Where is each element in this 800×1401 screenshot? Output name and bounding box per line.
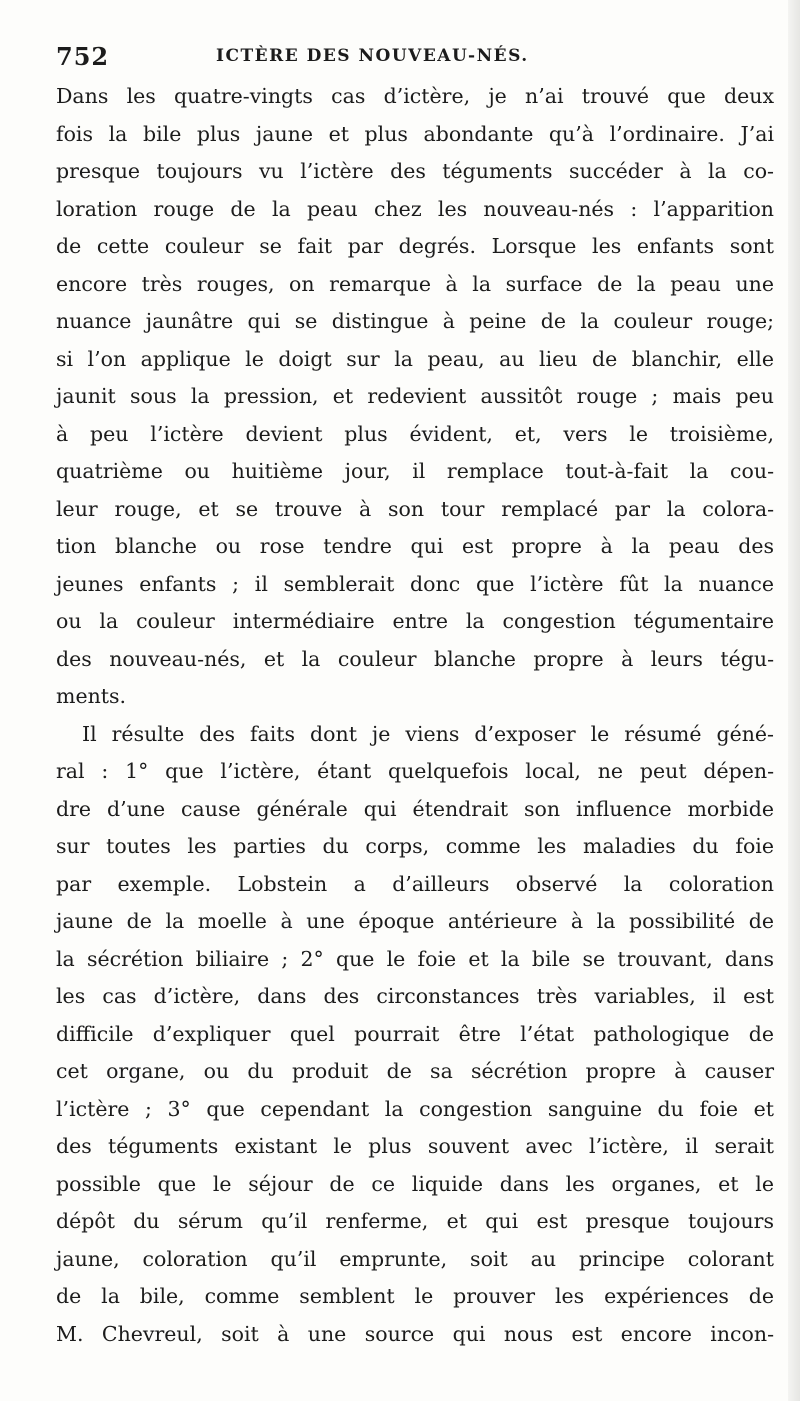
text-line: de la bile, comme semblent le prouver les expériences de: [56, 1284, 774, 1308]
text-line: l’ictère ; 3° que cependant la congestion sanguine du foie et: [56, 1096, 774, 1121]
text-line: des téguments existant le plus souvent avec l’ictère, il serait: [56, 1134, 774, 1158]
text-line: Dans les quatre-vingts cas d’ictère, je n’ai trouvé que deux: [56, 84, 774, 108]
running-title: ICTÈRE DES NOUVEAU-NÉS.: [216, 46, 529, 66]
text-line: nuance jaunâtre qui se distingue à peine de la couleur rouge;: [56, 309, 774, 333]
text-line: si l’on applique le doigt sur la peau, au lieu de blanchir, elle: [56, 346, 774, 371]
text-line: dre d’une cause générale qui étendrait son influence morbide: [56, 796, 774, 821]
text-line: à peu l’ictère devient plus évident, et, vers le troisième,: [56, 421, 774, 446]
text-line: presque toujours vu l’ictère des téguments succéder à la co-: [56, 159, 774, 183]
text-line: cet organe, ou du produit de sa sécrétion propre à causer: [56, 1059, 774, 1083]
text-line: fois la bile plus jaune et plus abondante qu’à l’ordinaire. J’ai: [56, 121, 774, 146]
text-line: jaune de la moelle à une époque antérieure à la possibilité de: [56, 909, 774, 933]
text-line: des nouveau-nés, et la couleur blanche propre à leurs tégu-: [56, 646, 774, 671]
text-line: jaunit sous la pression, et redevient aussitôt rouge ; mais peu: [56, 384, 774, 408]
text-line: leur rouge, et se trouve à son tour remplacé par la colora-: [56, 496, 774, 521]
text-line: possible que le séjour de ce liquide dans les organes, et le: [56, 1171, 774, 1196]
page-number: 752: [56, 42, 110, 71]
text-line: loration rouge de la peau chez les nouveau-nés : l’apparition: [56, 196, 774, 221]
text-line: tion blanche ou rose tendre qui est propre à la peau des: [56, 534, 774, 558]
text-line: de cette couleur se fait par degrés. Lorsque les enfants sont: [56, 234, 774, 258]
page-edge-shadow: [788, 0, 800, 1401]
text-line: Il résulte des faits dont je viens d’exposer le résumé géné-: [82, 721, 774, 746]
text-line: M. Chevreul, soit à une source qui nous est encore incon-: [56, 1321, 774, 1346]
text-line: par exemple. Lobstein a d’ailleurs observé la coloration: [56, 871, 774, 896]
text-line: jaune, coloration qu’il emprunte, soit au principe colorant: [56, 1246, 774, 1271]
text-line: encore très rouges, on remarque à la surface de la peau une: [56, 271, 774, 296]
text-line: quatrième ou huitième jour, il remplace tout-à-fait la cou-: [56, 459, 774, 483]
text-line: ou la couleur intermédiaire entre la congestion tégumentaire: [56, 609, 774, 633]
text-line: difficile d’expliquer quel pourrait être l’état pathologique de: [56, 1021, 774, 1046]
running-head: [56, 42, 756, 82]
text-line: jeunes enfants ; il semblerait donc que l’ictère fût la nuance: [56, 571, 774, 596]
body-text: [56, 78, 774, 1353]
text-line: la sécrétion biliaire ; 2° que le foie et la bile se trouvant, dans: [56, 946, 774, 971]
text-line: dépôt du sérum qu’il renferme, et qui est presque toujours: [56, 1209, 774, 1233]
text-line: les cas d’ictère, dans des circonstances très variables, il est: [56, 984, 774, 1008]
text-line: ral : 1° que l’ictère, étant quelquefois local, ne peut dépen-: [56, 759, 774, 783]
text-line: ments.: [56, 684, 127, 708]
text-line: sur toutes les parties du corps, comme les maladies du foie: [56, 834, 774, 858]
